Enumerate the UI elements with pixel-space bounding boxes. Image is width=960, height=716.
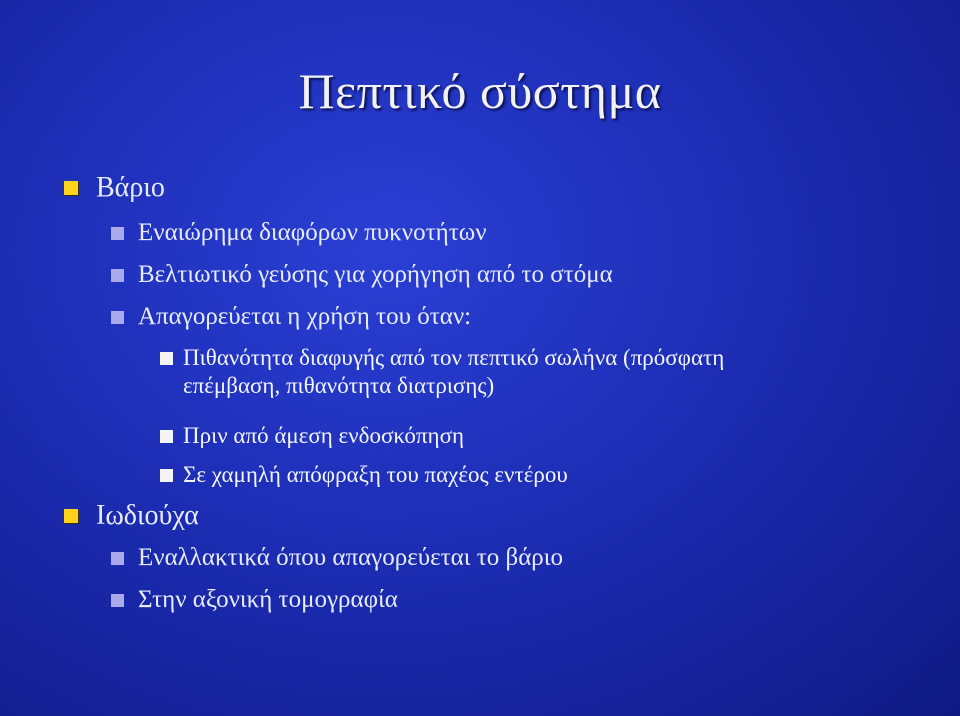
bullet-text: Σε χαμηλή απόφραξη του παχέος εντέρου [183, 462, 568, 487]
bullet-text: Βάριο [96, 172, 165, 203]
square-bullet-icon [64, 509, 78, 523]
bullet-suspension [111, 219, 487, 247]
square-bullet-icon [111, 311, 124, 324]
square-bullet-icon [160, 469, 173, 482]
bullet-text: Πριν από άμεση ενδοσκόπηση [183, 423, 464, 448]
bullet-text: Ιωδιούχα [96, 500, 199, 531]
square-bullet-icon [111, 552, 124, 565]
square-bullet-icon [111, 227, 124, 240]
bullet-leak [160, 345, 724, 371]
bullet-barium [64, 172, 165, 204]
bullet-flavor [111, 261, 613, 289]
bullet-text: Βελτιωτικό γεύσης για χορήγηση από το στόμα [138, 261, 613, 288]
bullet-ct [111, 586, 398, 614]
bullet-obstruction [160, 462, 568, 488]
square-bullet-icon [160, 352, 173, 365]
bullet-text: Απαγορεύεται η χρήση του όταν: [138, 303, 472, 330]
bullet-text: Εναλλακτικά όπου απαγορεύεται το βάριο [138, 544, 564, 571]
slide-title: Πεπτικό σύστημα [298, 63, 662, 119]
square-bullet-icon [160, 430, 173, 443]
bullet-alternative [111, 544, 563, 572]
bullet-iodinated [64, 500, 199, 532]
bullet-leak-continuation: επέμβαση, πιθανότητα διατρισης) [183, 373, 495, 398]
bullet-contraindicated [111, 303, 471, 331]
square-bullet-icon [64, 181, 78, 195]
bullet-text: Στην αξονική τομογραφία [138, 586, 398, 613]
bullet-text: Πιθανότητα διαφυγής από τον πεπτικό σωλήνα (πρόσφατη [183, 345, 725, 370]
bullet-endoscopy [160, 423, 464, 449]
square-bullet-icon [111, 269, 124, 282]
bullet-text: Εναιώρημα διαφόρων πυκνοτήτων [138, 219, 487, 246]
square-bullet-icon [111, 594, 124, 607]
